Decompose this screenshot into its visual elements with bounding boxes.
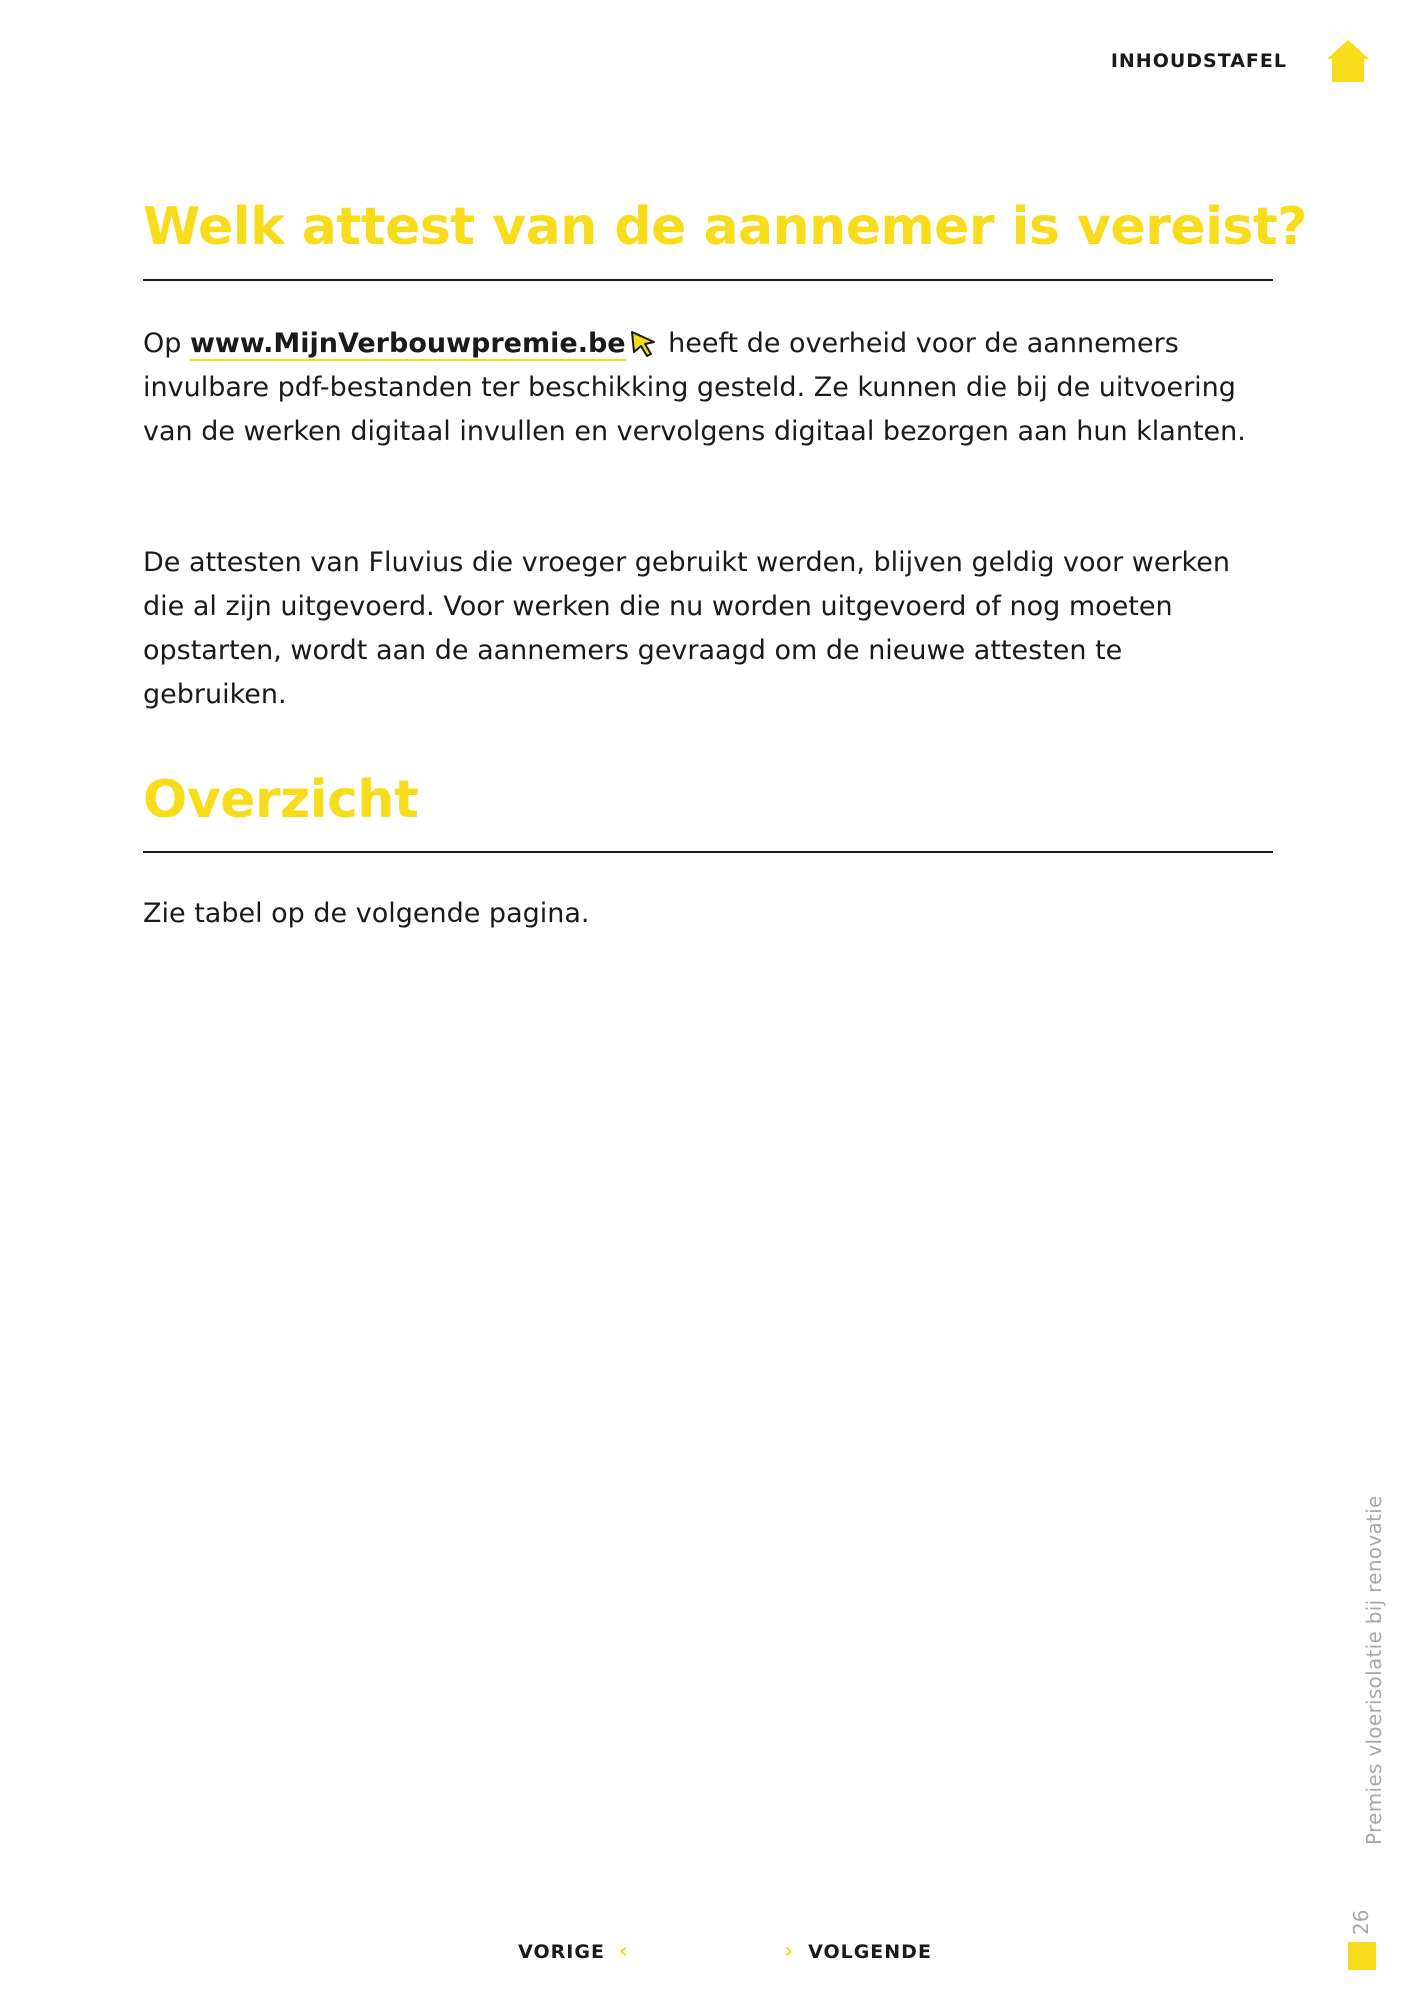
paragraph-overzicht: Zie tabel op de volgende pagina. bbox=[143, 898, 590, 929]
paragraph-fluvius-attests: De attesten van Fluvius die vroeger gebruikt werden, blijven geldig voor werken die al zijn uitgevoerd. Voor werken die nu worden uitgevoerd of nog moeten opstarten, wordt aan de aannemers gevraagd om de nieuwe attesten te gebruiken. bbox=[143, 547, 1230, 710]
chevron-right-icon: › bbox=[784, 1939, 795, 1964]
paragraph-prefix: Op bbox=[143, 328, 190, 359]
paragraph-attest-intro bbox=[143, 322, 1273, 454]
section-title-attest: Welk attest van de aannemer is vereist? bbox=[143, 197, 1307, 257]
section-title-overzicht: Overzicht bbox=[143, 770, 419, 830]
chevron-left-icon: ‹ bbox=[618, 1939, 629, 1964]
divider bbox=[143, 279, 1273, 281]
pointer-cursor-icon bbox=[628, 328, 658, 358]
bottom-navigation bbox=[0, 1941, 1409, 1969]
table-of-contents-link[interactable]: INHOUDSTAFEL bbox=[1110, 50, 1287, 72]
next-label: VOLGENDE bbox=[808, 1941, 932, 1963]
previous-label: VORIGE bbox=[518, 1941, 605, 1963]
document-title-vertical: Premies vloerisolatie bij renovatie bbox=[1362, 1495, 1386, 1845]
previous-page-button[interactable] bbox=[518, 1941, 629, 1963]
next-page-button[interactable] bbox=[784, 1941, 932, 1963]
mijnverbouwpremie-link[interactable]: www.MijnVerbouwpremie.be bbox=[189, 328, 626, 359]
house-icon[interactable] bbox=[1325, 38, 1371, 84]
divider bbox=[143, 851, 1273, 853]
paragraph-suffix: heeft de overheid voor de aannemers invulbare pdf-bestanden ter beschikking gesteld. Ze kunnen die bij de uitvoering van de werken digitaal invullen en vervolgens digitaal bezorgen aan hun klanten. bbox=[143, 328, 1246, 447]
page-number: 26 bbox=[1349, 1909, 1373, 1935]
top-navigation bbox=[1111, 38, 1371, 84]
